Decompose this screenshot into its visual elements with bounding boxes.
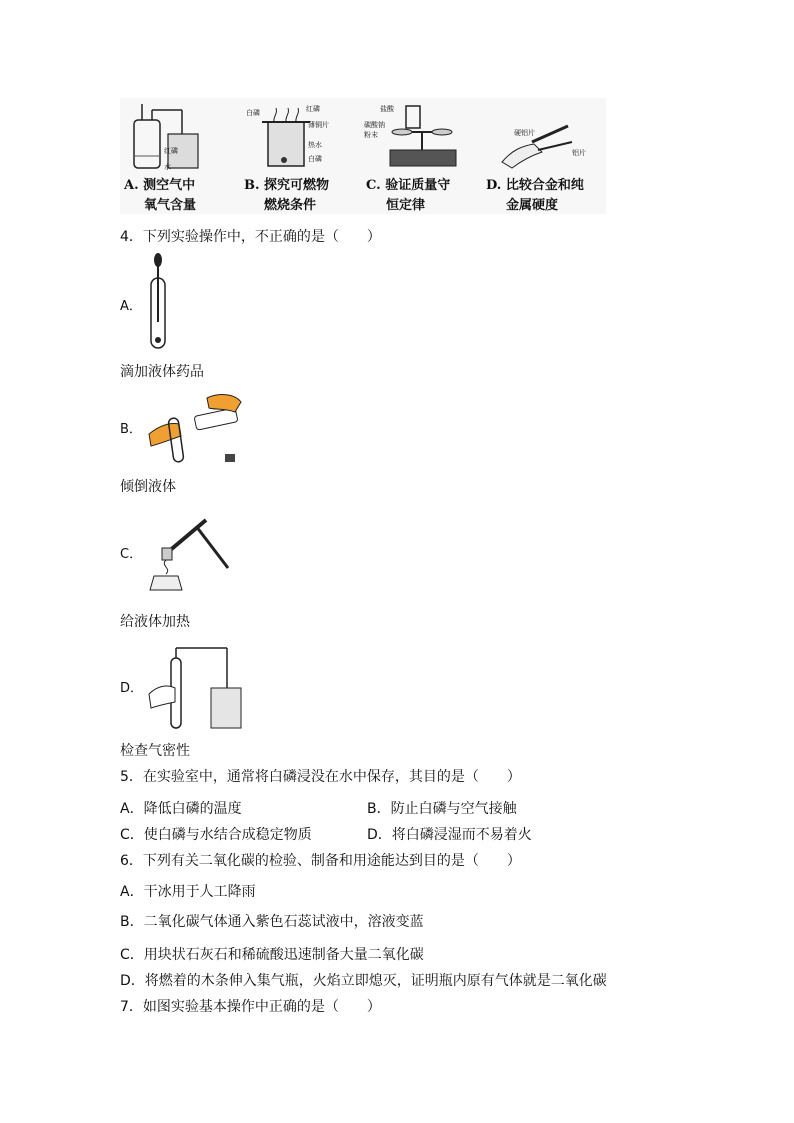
q5-option-b: B．防止白磷与空气接触 <box>367 801 517 817</box>
figure-a-caption-line1: 测空气中 <box>143 178 196 193</box>
q4-option-c-letter: C． <box>120 547 143 562</box>
figure-a <box>120 98 240 214</box>
q4-option-b-letter: B． <box>120 422 142 437</box>
figure-c-caption-line2: 恒定律 <box>386 198 426 213</box>
figure-c <box>362 98 482 214</box>
figure-b-label-2: 红磷 <box>306 105 320 113</box>
figure-a-letter: A. <box>124 178 139 193</box>
q5-option-a: A．降低白磷的温度 <box>120 801 242 817</box>
figure-b-label-1: 白磷 <box>246 109 260 117</box>
figure-c-caption <box>366 176 450 216</box>
figure-d-caption <box>486 176 584 216</box>
figure-a-apparatus-image <box>120 98 240 178</box>
q4-option-a-letter: A． <box>120 299 142 314</box>
figure-b-caption <box>244 176 329 216</box>
figure-c-label-1: 盐酸 <box>380 105 394 113</box>
figure-b-label-5: 白磷 <box>308 155 322 163</box>
figure-c-caption-line1: 验证质量守 <box>385 178 451 193</box>
q6-option-c: C．用块状石灰石和稀硫酸迅速制备大量二氧化碳 <box>120 947 424 963</box>
figure-d-letter: D. <box>486 178 502 193</box>
q4-option-a-image <box>140 252 180 352</box>
figure-a-label-2: 水 <box>164 163 171 171</box>
figure-d-caption-line2: 金属硬度 <box>506 198 559 213</box>
figure-b <box>240 98 360 214</box>
q6-option-b: B．二氧化碳气体通入紫色石蕊试液中，溶液变蓝 <box>120 914 424 930</box>
q6-option-a: A．干冰用于人工降雨 <box>120 884 256 900</box>
figure-a-label-1: 红磷 <box>164 147 178 155</box>
q5-stem: 5．在实验室中，通常将白磷浸没在水中保存，其目的是（ ） <box>120 769 521 785</box>
figure-b-caption-line1: 探究可燃物 <box>264 178 330 193</box>
q5-option-c: C．使白磷与水结合成稳定物质 <box>120 827 312 843</box>
figure-a-caption-line2: 氧气含量 <box>144 198 197 213</box>
q4-stem: 4．下列实验操作中，不正确的是（ ） <box>120 229 381 245</box>
q4-option-b-image <box>145 388 245 468</box>
figure-d-apparatus-image <box>482 98 606 178</box>
figure-row <box>120 98 606 214</box>
q4-option-c-image <box>140 508 240 598</box>
q6-stem: 6．下列有关二氧化碳的检验、制备和用途能达到目的是（ ） <box>120 853 521 869</box>
figure-b-label-4: 热水 <box>308 141 322 149</box>
figure-d <box>482 98 602 214</box>
q4-option-c-caption: 给液体加热 <box>120 614 190 630</box>
figure-b-letter: B. <box>244 178 260 193</box>
q4-option-b-caption: 倾倒液体 <box>120 479 176 495</box>
q5-option-d: D．将白磷浸湿而不易着火 <box>367 827 532 843</box>
figure-d-label-1: 硬铝片 <box>514 129 535 137</box>
figure-d-label-2: 铝片 <box>572 149 586 157</box>
figure-d-caption-line1: 比较合金和纯 <box>505 178 584 193</box>
q4-option-d-image <box>145 642 245 732</box>
figure-c-label-3: 粉末 <box>364 131 378 139</box>
q4-option-d-letter: D． <box>120 681 144 696</box>
q4-option-a-caption: 滴加液体药品 <box>120 364 204 380</box>
figure-b-label-3: 薄铜片 <box>308 121 329 129</box>
q7-stem: 7．如图实验基本操作中正确的是（ ） <box>120 999 381 1015</box>
q4-option-d-caption: 检查气密性 <box>120 743 190 759</box>
q6-option-d: D．将燃着的木条伸入集气瓶，火焰立即熄灭，证明瓶内原有气体就是二氧化碳 <box>120 973 607 989</box>
figure-c-label-2: 碳酸钠 <box>364 121 385 129</box>
figure-b-caption-line2: 燃烧条件 <box>264 198 317 213</box>
figure-c-letter: C. <box>366 178 381 193</box>
figure-a-caption <box>124 176 196 216</box>
